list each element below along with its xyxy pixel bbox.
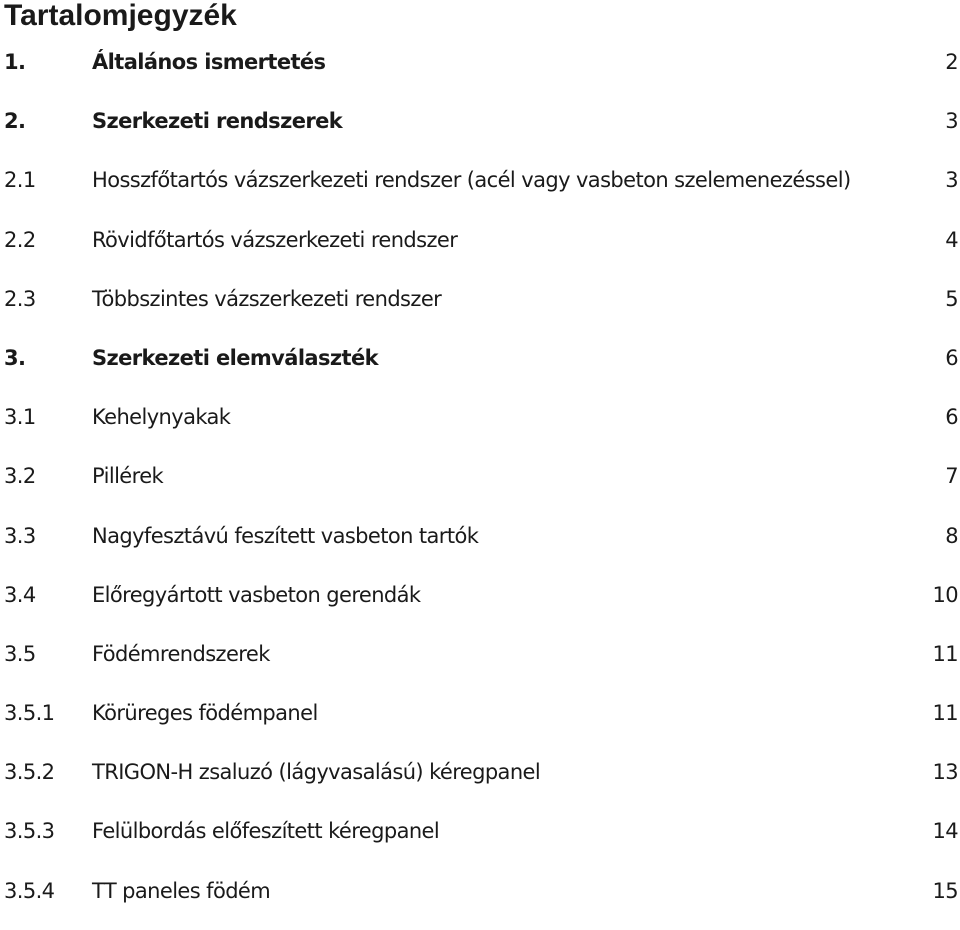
- toc-entry-page: 2: [945, 50, 958, 74]
- toc-entry-number: 3.5: [4, 641, 36, 666]
- toc-entry-page: 11: [932, 701, 958, 726]
- toc-entry[interactable]: [0, 634, 960, 693]
- toc-entry[interactable]: [0, 693, 960, 752]
- toc-entry[interactable]: [0, 338, 960, 397]
- toc-entry-number: 3.5.4: [4, 878, 55, 903]
- toc-entry-title: Szerkezeti rendszerek: [92, 109, 343, 134]
- toc-entry-number: 3.2: [4, 464, 36, 489]
- toc-entry-page: 5: [945, 286, 958, 311]
- toc-entry-number: 2.1: [4, 168, 36, 193]
- toc-entry[interactable]: [0, 42, 960, 101]
- toc-entry-number: 3.5.3: [4, 819, 55, 844]
- toc-entry-page: 13: [932, 760, 958, 785]
- toc-entry-page: 11: [932, 641, 958, 666]
- toc-entry[interactable]: [0, 516, 960, 575]
- toc-entry-number: 3.1: [4, 405, 36, 430]
- toc-entry-number: 3.5.2: [4, 760, 55, 785]
- toc-entry-page: 6: [945, 345, 958, 370]
- toc-entry-number: 3.: [4, 345, 26, 370]
- toc-entry-number: 3.4: [4, 582, 36, 607]
- toc-entry-page: 6: [945, 405, 958, 430]
- table-of-contents: [0, 42, 960, 930]
- toc-entry-page: 10: [932, 582, 958, 607]
- toc-entry-page: 4: [945, 227, 958, 252]
- toc-entry-title: Kehelynyakak: [92, 405, 231, 430]
- toc-entry-title: Felülbordás előfeszített kéregpanel: [92, 819, 440, 844]
- toc-entry-number: 3.3: [4, 523, 36, 548]
- toc-entry-title: Általános ismertetés: [92, 50, 326, 74]
- toc-entry[interactable]: [0, 752, 960, 811]
- toc-entry-page: 8: [945, 523, 958, 548]
- toc-entry-page: 14: [932, 819, 958, 844]
- toc-entry-title: Födémrendszerek: [92, 641, 270, 666]
- toc-entry[interactable]: [0, 456, 960, 515]
- toc-entry-title: Többszintes vázszerkezeti rendszer: [92, 286, 442, 311]
- toc-entry-title: Hosszfőtartós vázszerkezeti rendszer (acél vagy vasbeton szelemenezéssel): [92, 168, 851, 193]
- toc-entry-page: 3: [945, 109, 958, 134]
- toc-entry-number: 2.3: [4, 286, 36, 311]
- toc-entry-number: 1.: [4, 50, 26, 74]
- toc-entry-title: Előregyártott vasbeton gerendák: [92, 582, 421, 607]
- toc-entry[interactable]: [0, 811, 960, 870]
- toc-entry-number: 2.: [4, 109, 26, 134]
- toc-entry[interactable]: [0, 279, 960, 338]
- toc-entry-number: 3.5.1: [4, 701, 55, 726]
- toc-entry-title: Szerkezeti elemválaszték: [92, 345, 378, 370]
- toc-entry-page: 15: [932, 878, 958, 903]
- toc-entry-title: Pillérek: [92, 464, 164, 489]
- toc-entry-title: Rövidfőtartós vázszerkezeti rendszer: [92, 227, 458, 252]
- toc-entry[interactable]: [0, 575, 960, 634]
- toc-entry-page: 7: [945, 464, 958, 489]
- toc-entry-page: 3: [945, 168, 958, 193]
- toc-entry[interactable]: [0, 220, 960, 279]
- toc-entry[interactable]: [0, 160, 960, 219]
- toc-entry-title: Körüreges födémpanel: [92, 701, 318, 726]
- page-title: Tartalomjegyzék: [4, 0, 237, 32]
- toc-entry[interactable]: [0, 101, 960, 160]
- toc-entry-title: Nagyfesztávú feszített vasbeton tartók: [92, 523, 479, 548]
- toc-entry-title: TT paneles födém: [92, 878, 271, 903]
- toc-entry[interactable]: [0, 871, 960, 930]
- toc-entry-number: 2.2: [4, 227, 36, 252]
- toc-entry[interactable]: [0, 397, 960, 456]
- toc-entry-title: TRIGON-H zsaluzó (lágyvasalású) kéregpanel: [92, 760, 541, 785]
